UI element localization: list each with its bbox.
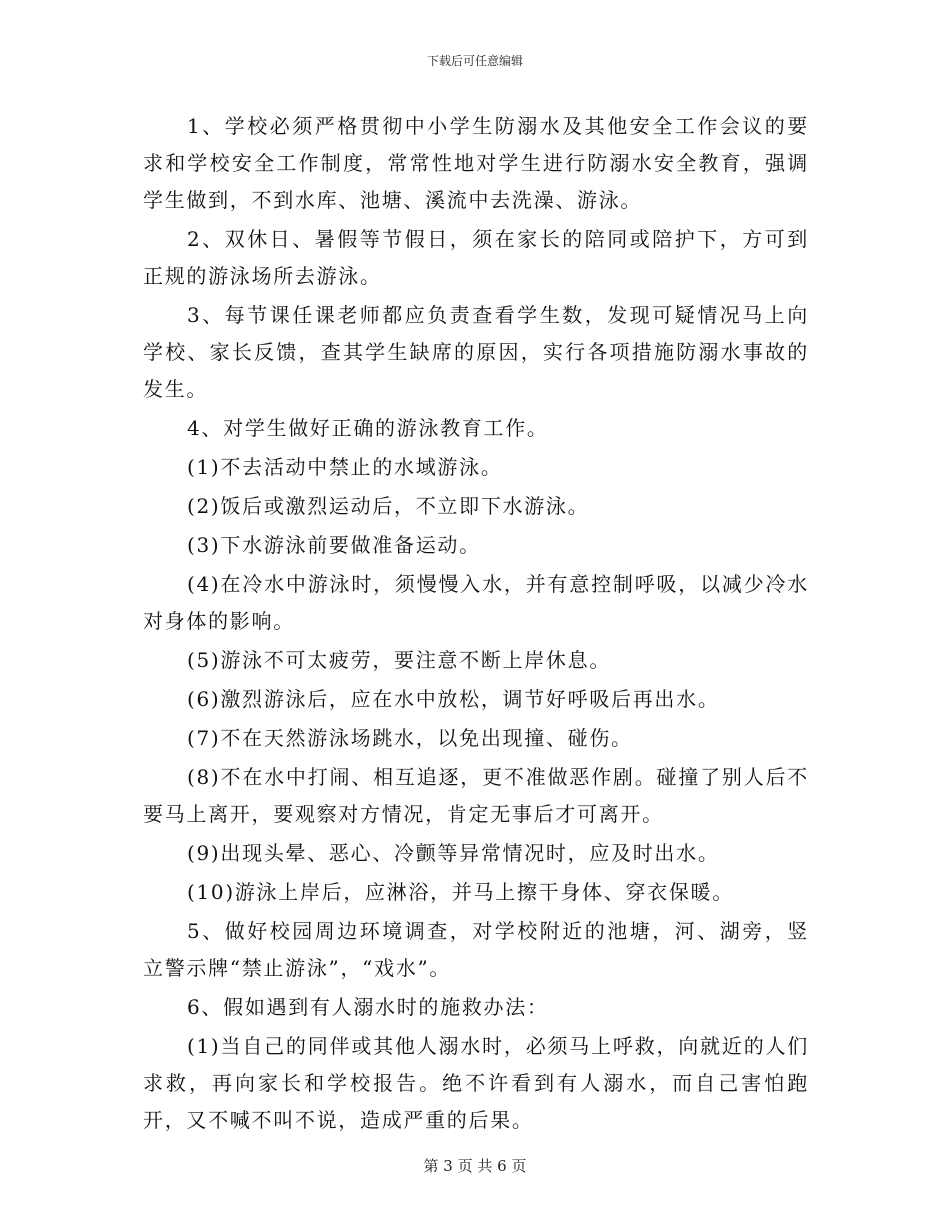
page-number: 第 3 页 共 6 页 [423,1157,527,1175]
paragraph-item-5: 5、做好校园周边环境调查，对学校附近的池塘，河、湖旁，竖立警示牌“禁止游泳”，“戏水”。 [143,919,809,980]
paragraph-item-2: 2、双休日、暑假等节假日，须在家长的陪同或陪护下，方可到正规的游泳场所去游泳。 [143,227,809,288]
paragraph-item-1: 1、学校必须严格贯彻中小学生防溺水及其他安全工作会议的要求和学校安全工作制度，常常性地对学生进行防溺水安全教育，强调学生做到，不到水库、池塘、溪流中去洗澡、游泳。 [143,114,809,212]
list-item-10: (10)游泳上岸后，应淋浴，并马上擦干身体、穿衣保暖。 [187,880,734,904]
paragraph-item-4: 4、对学生做好正确的游泳教育工作。 [187,416,549,440]
paragraph-item-6: 6、假如遇到有人溺水时的施救办法： [187,995,549,1019]
page-header: 下载后可任意编辑 [426,54,523,68]
paragraph-item-3: 3、每节课任课老师都应负责查看学生数，发现可疑情况马上向学校、家长反馈，查其学生缺席的原因，实行各项措施防溺水事故的发生。 [143,303,809,401]
list-item-2: (2)饭后或激烈运动后，不立即下水游泳。 [187,494,590,518]
list-item-1: (1)不去活动中禁止的水域游泳。 [187,455,503,479]
rescue-item-1: (1)当自己的同伴或其他人溺水时，必须马上呼救，向就近的人们求救，再向家长和学校报告。绝不许看到有人溺水，而自己害怕跑开，又不喊不叫不说，造成严重的后果。 [143,1034,809,1132]
list-item-6: (6)激烈游泳后，应在水中放松，调节好呼吸后再出水。 [187,687,720,711]
list-item-7: (7)不在天然游泳场跳水，以免出现撞、碰伤。 [187,726,633,750]
list-item-5: (5)游泳不可太疲劳，要注意不断上岸休息。 [187,648,612,672]
document-body [143,108,809,1141]
list-item-9: (9)出现头晕、恶心、冷颤等异常情况时，应及时出水。 [187,841,720,865]
list-item-3: (3)下水游泳前要做准备运动。 [187,533,481,557]
list-item-8: (8)不在水中打闹、相互追逐，更不准做恶作剧。碰撞了别人后不要马上离开，要观察对方情况，肯定无事后才可离开。 [143,765,809,826]
list-item-4: (4)在冷水中游泳时，须慢慢入水，并有意控制呼吸，以减少冷水对身体的影响。 [143,572,809,633]
